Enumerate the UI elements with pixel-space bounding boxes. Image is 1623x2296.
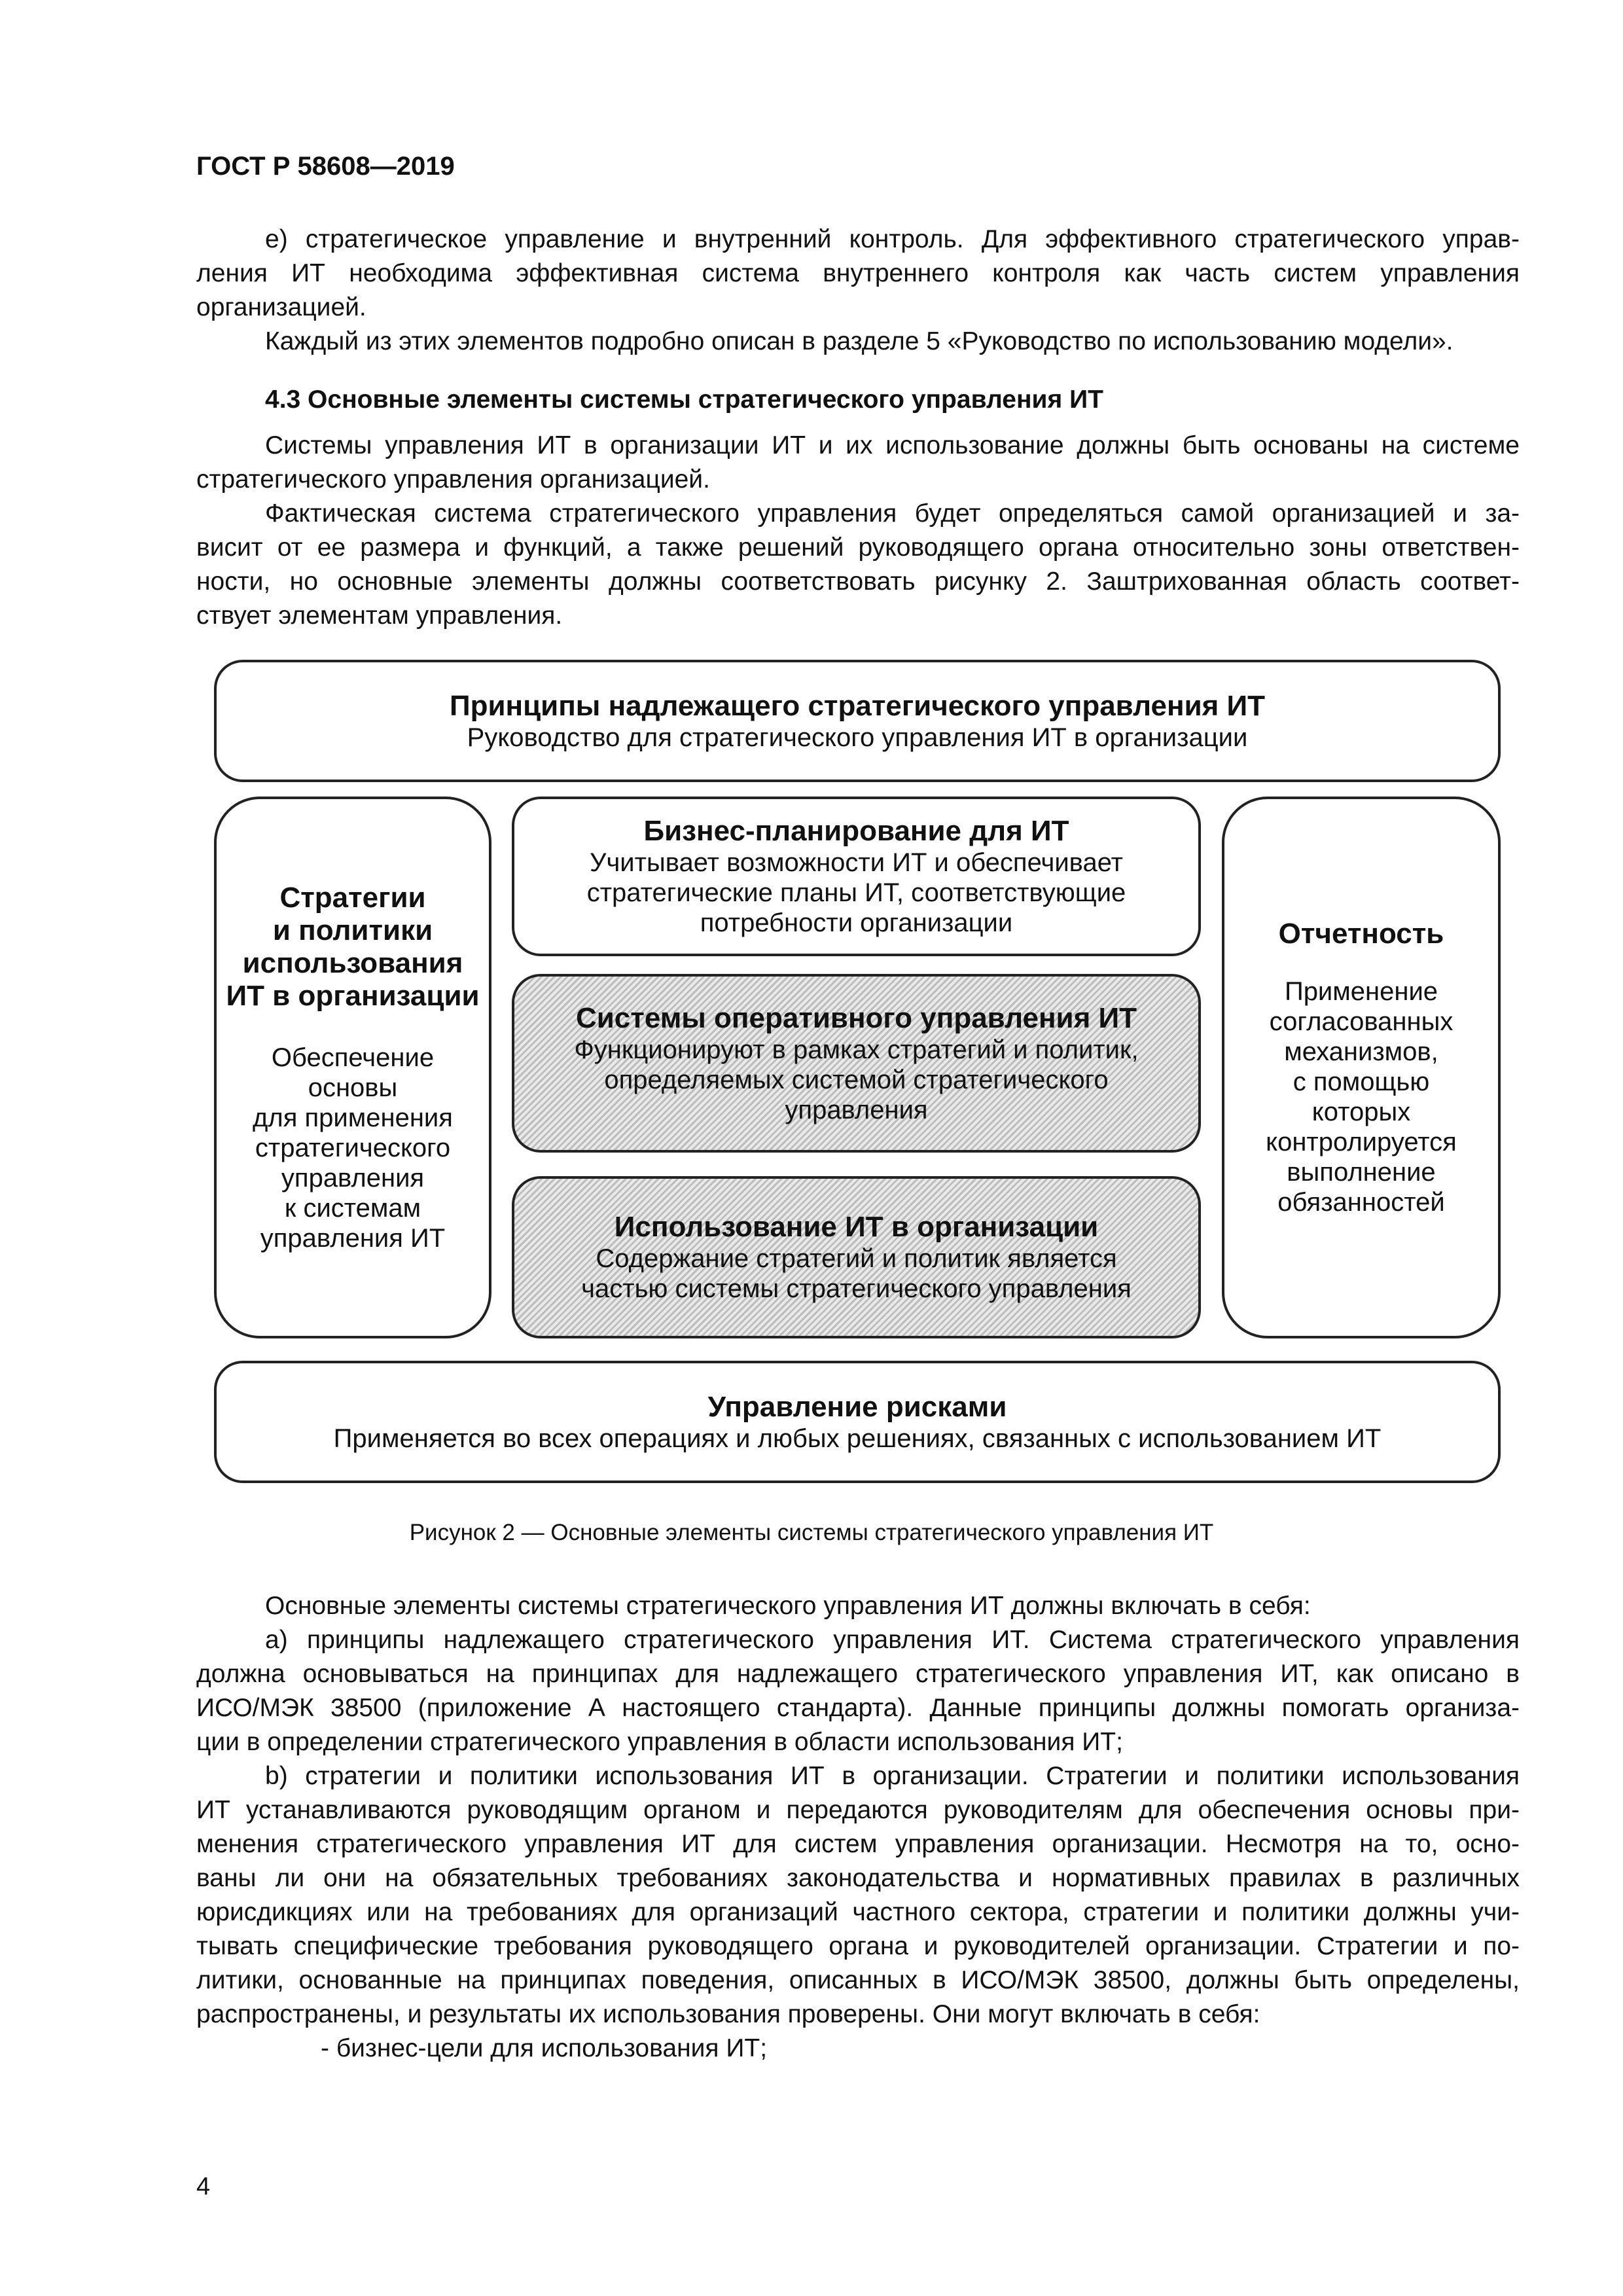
section-heading — [196, 383, 1520, 417]
text-line: ИТ устанавливаются руководящим органом и передаются руководителям для обеспечения основы при- — [196, 1796, 1520, 1824]
section-heading-text: 4.3 Основные элементы системы стратегического управления ИТ — [265, 386, 1103, 414]
document-id: ГОСТ Р 58608—2019 — [196, 152, 455, 181]
page-number: 4 — [196, 2173, 211, 2200]
text-line: b) стратегии и политики использования ИТ в организации. Стратегии и политики использования — [265, 1762, 1520, 1790]
text-line: ления ИТ необходима эффективная система внутреннего контроля как часть систем управления — [196, 259, 1520, 287]
text-line: а) принципы надлежащего стратегического управления ИТ. Система стратегического управления — [265, 1626, 1520, 1654]
reporting-text-line: с помощью — [1293, 1067, 1430, 1096]
reporting-text-line: контролируется — [1266, 1128, 1457, 1157]
reporting-text-line: выполнение — [1287, 1158, 1436, 1187]
business-text-line: стратегические планы ИТ, соответствующие — [586, 878, 1126, 907]
strategies-text-line: для применения — [253, 1103, 453, 1132]
reporting-text-line: механизмов, — [1284, 1037, 1438, 1066]
after-text — [196, 1589, 1520, 2066]
operational-title: Системы оперативного управления ИТ — [575, 1001, 1137, 1034]
operational-text-line: управления — [785, 1095, 928, 1124]
text-line: юрисдикциях или на требованиях для организаций частного сектора, стратегии и политики должны учи- — [196, 1898, 1520, 1926]
business-text-line: Учитывает возможности ИТ и обеспечивает — [590, 848, 1123, 877]
strategies-title-line: Стратегии — [279, 882, 426, 914]
strategies-title-line: использования — [242, 947, 463, 979]
business-title: Бизнес-планирование для ИТ — [643, 815, 1069, 847]
text-line: Системы управления ИТ в организации ИТ и их использование должны быть основаны на системе — [265, 431, 1520, 459]
text-line: висит от ее размера и функций, а также решений руководящего органа относительно зоны ответствен- — [196, 533, 1520, 562]
strategies-text-line: управления ИТ — [260, 1224, 446, 1253]
strategies-text-line: управления — [281, 1164, 425, 1193]
intro-text — [196, 223, 1520, 359]
usage-title: Использование ИТ в организации — [614, 1211, 1099, 1243]
operational-text-line: определяемых системой стратегического — [604, 1065, 1109, 1094]
text-line: менения стратегического управления ИТ для систем управления организации. Несмотря на то, осно- — [196, 1830, 1520, 1858]
principles-text: Руководство для стратегического управления ИТ в организации — [467, 723, 1248, 752]
strategies-text-line: основы — [308, 1073, 398, 1102]
risk-title: Управление рисками — [707, 1390, 1007, 1423]
reporting-text-line: согласованных — [1269, 1007, 1454, 1036]
text-line: ности, но основные элементы должны соответствовать рисунку 2. Заштрихованная область соответ- — [196, 567, 1520, 596]
text-line: Фактическая система стратегического управления будет определяться самой организацией и за- — [265, 499, 1520, 528]
reporting-text-line: Применение — [1284, 977, 1438, 1006]
business-planning-box — [512, 797, 1201, 956]
text-line: Основные элементы системы стратегического управления ИТ должны включать в себя: — [265, 1592, 1311, 1620]
text-line: организацией. — [196, 293, 366, 321]
it-usage-box — [512, 1176, 1201, 1338]
usage-text-line: частью системы стратегического управления — [581, 1274, 1132, 1303]
strategies-box — [214, 797, 491, 1338]
figure-caption: Рисунок 2 — Основные элементы системы стратегического управления ИТ — [409, 1520, 1214, 1545]
section-text — [196, 429, 1520, 633]
principles-box — [214, 660, 1501, 782]
text-line: стратегического управления организацией. — [196, 465, 710, 493]
reporting-text-line: которых — [1311, 1098, 1411, 1126]
strategies-text-line: стратегического — [255, 1134, 451, 1162]
text-line: ИСО/МЭК 38500 (приложение А настоящего стандарта). Данные принципы должны помогать организа- — [196, 1694, 1520, 1722]
text-line: Каждый из этих элементов подробно описан в разделе 5 «Руководство по использованию модели». — [265, 327, 1454, 355]
text-line: распространены, и результаты их использования проверены. Они могут включать в себя: — [196, 2000, 1260, 2028]
usage-text-line: Содержание стратегий и политик является — [596, 1244, 1117, 1273]
risk-text: Применяется во всех операциях и любых решениях, связанных с использованием ИТ — [333, 1424, 1382, 1453]
risk-management-box — [214, 1361, 1501, 1483]
text-line: должна основываться на принципах для надлежащего стратегического управления ИТ, как описано в — [196, 1660, 1520, 1688]
text-line: ции в определении стратегического управления в области использования ИТ; — [196, 1728, 1123, 1756]
text-line: литики, основанные на принципах поведения, описанных в ИСО/МЭК 38500, должны быть определены, — [196, 1966, 1520, 1994]
operational-text-line: Функционируют в рамках стратегий и политик, — [574, 1035, 1139, 1064]
strategies-title-line: и политики — [272, 914, 433, 946]
strategies-text-line: Обеспечение — [271, 1043, 435, 1072]
operational-systems-box — [512, 974, 1201, 1153]
text-line: тывать специфические требования руководящего органа и руководителей организации. Стратегии и по- — [196, 1932, 1520, 1960]
text-line: е) стратегическое управление и внутренний контроль. Для эффективного стратегического управ- — [265, 225, 1520, 253]
reporting-title: Отчетность — [1278, 918, 1444, 950]
business-text-line: потребности организации — [700, 908, 1013, 937]
reporting-box — [1222, 797, 1501, 1338]
strategies-text-line: к системам — [284, 1194, 421, 1223]
text-line: - бизнес-цели для использования ИТ; — [321, 2034, 768, 2062]
text-line: ствует элементам управления. — [196, 601, 563, 630]
principles-title: Принципы надлежащего стратегического управления ИТ — [449, 689, 1266, 722]
reporting-text-line: обязанностей — [1277, 1188, 1445, 1217]
text-line: ваны ли они на обязательных требованиях законодательства и нормативных правилах в различных — [196, 1864, 1520, 1892]
strategies-title-line: ИТ в организации — [226, 980, 480, 1012]
